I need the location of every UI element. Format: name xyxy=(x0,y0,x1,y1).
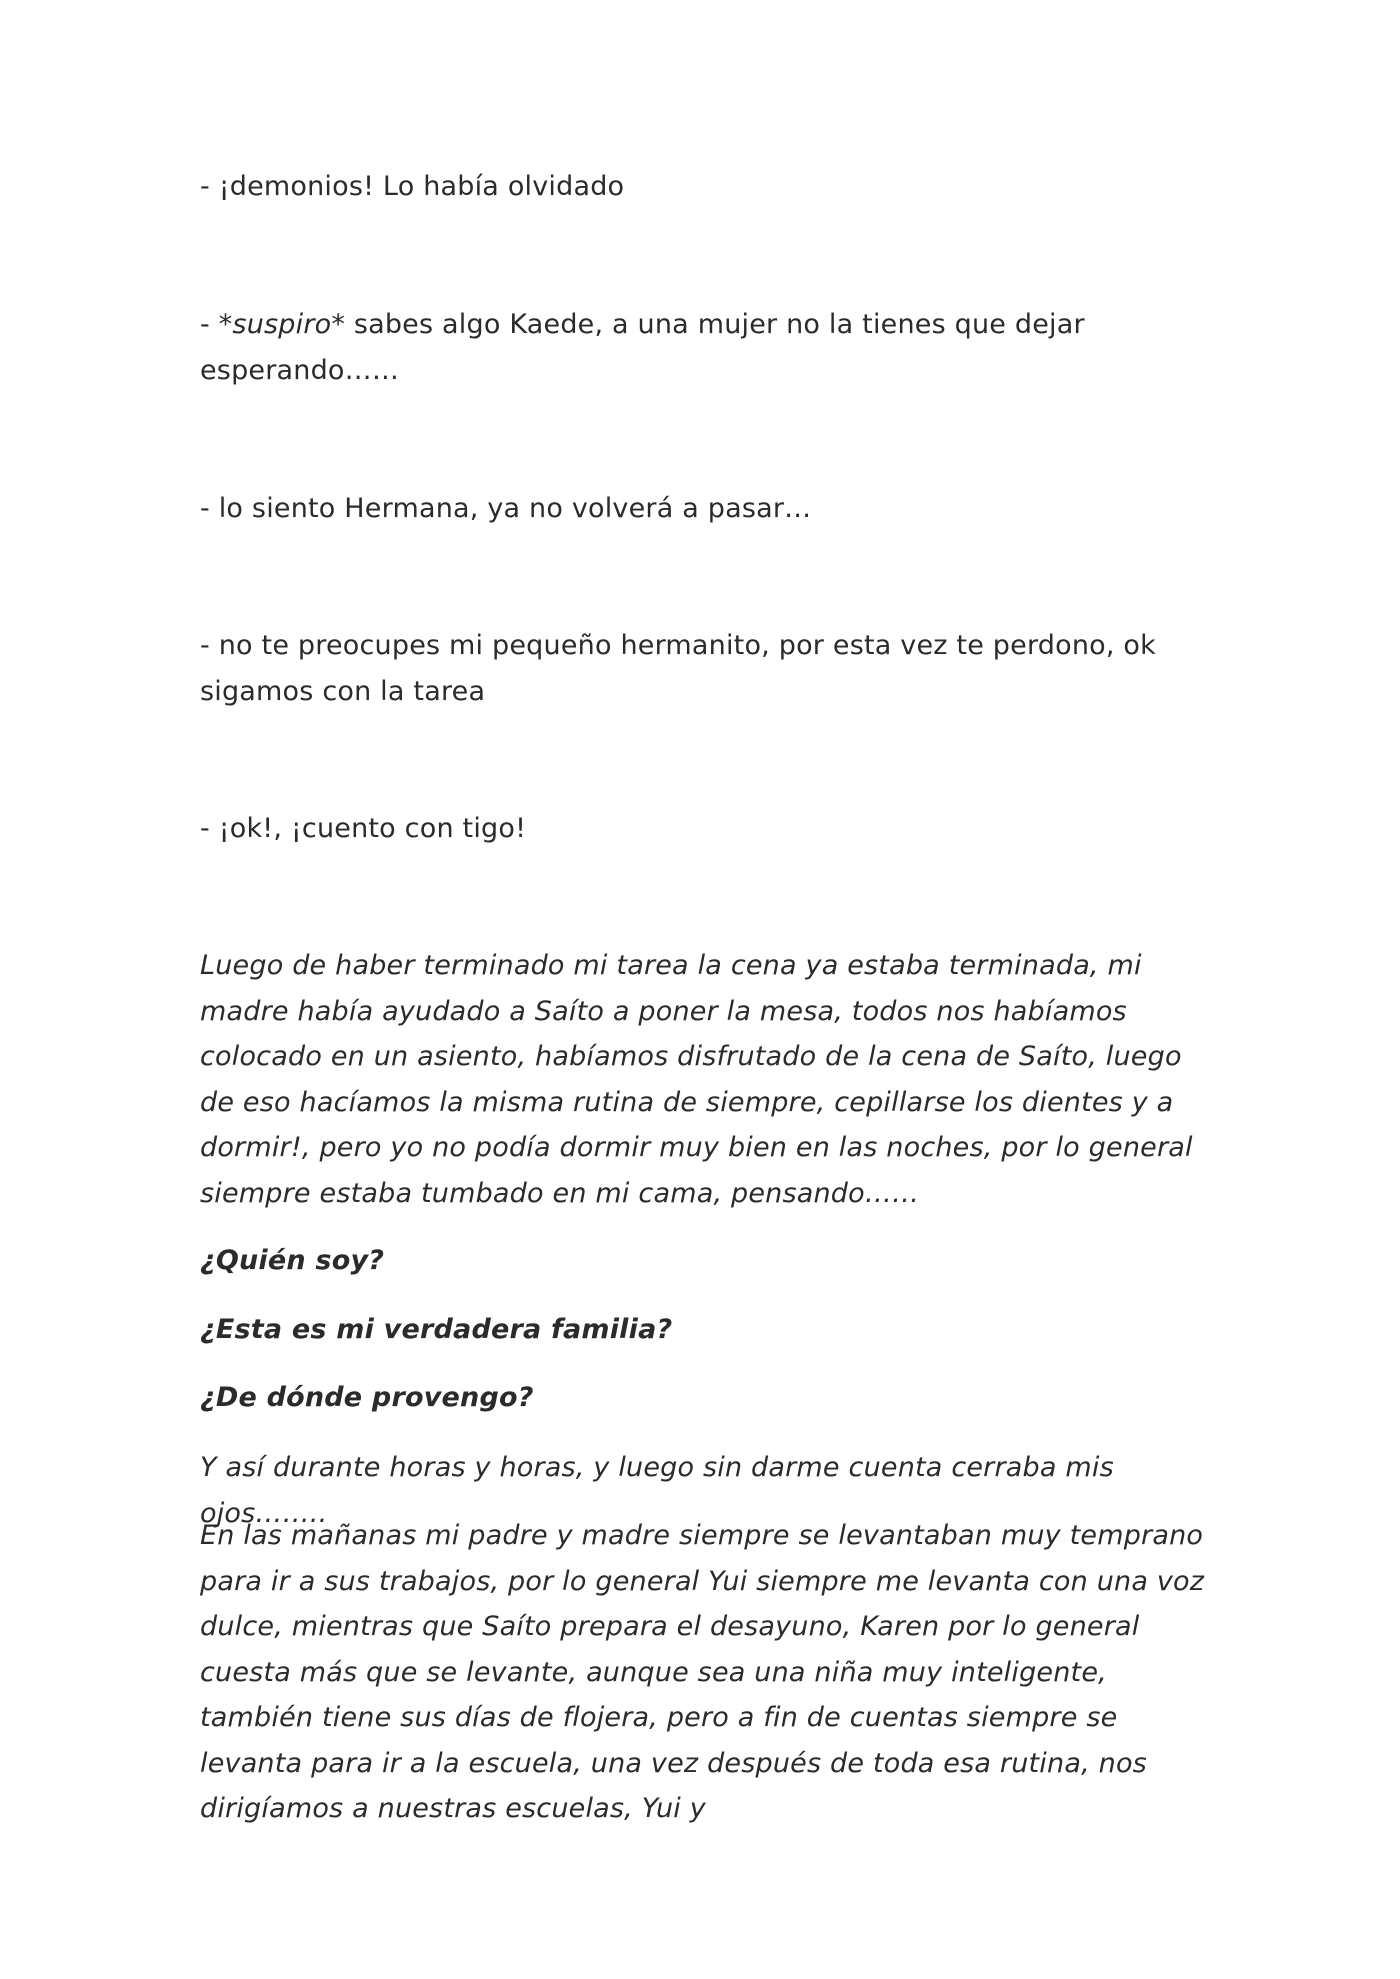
narration-paragraph: En las mañanas mi padre y madre siempre se levantaban muy temprano para ir a sus trabajos, por lo general Yui siempre me levanta con una voz dulce, mientras que Saíto prepara el desayuno, Karen por lo general cuesta más que se levante, aunque sea una niña muy inteligente, también tiene sus días de flojera, pero a fin de cuentas siempre se levanta para ir a la escuela, una vez después de toda esa rutina, nos dirigíamos a nuestras escuelas, Yui y xyxy=(200,1520,1205,1824)
dialogue-line: - ¡ok!, ¡cuento con tigo! xyxy=(200,813,527,844)
dialogue-text: sabes algo Kaede, a una mujer no la tienes que dejar esperando…… xyxy=(200,309,1085,386)
dialogue-line xyxy=(200,302,1210,394)
question-line: ¿De dónde provengo? xyxy=(200,1382,534,1413)
dialogue-prefix: - xyxy=(200,309,219,340)
dialogue-line: - lo siento Hermana, ya no volverá a pasar… xyxy=(200,493,812,524)
narration-paragraph: Luego de haber terminado mi tarea la cena ya estaba terminada, mi madre había ayudado a Saíto a poner la mesa, todos nos habíamos colocado en un asiento, habíamos disfrutado de la cena de Saíto, luego de eso hacíamos la misma rutina de siempre, cepillarse los dientes y a dormir!, pero yo no podía dormir muy bien en las noches, por lo general siempre estaba tumbado en mi cama, pensando…… xyxy=(200,950,1193,1209)
dialogue-line: - no te preocupes mi pequeño hermanito, por esta vez te perdono, ok sigamos con la tarea xyxy=(200,630,1156,707)
emphasis-text: *suspiro* xyxy=(218,309,346,340)
narration-paragraph: Y así durante horas y horas, y luego sin darme cuenta cerraba mis ojos…….. xyxy=(200,1452,1114,1529)
dialogue-line: - ¡demonios! Lo había olvidado xyxy=(200,171,625,202)
question-line: ¿Quién soy? xyxy=(200,1245,385,1276)
question-line: ¿Esta es mi verdadera familia? xyxy=(200,1314,673,1345)
